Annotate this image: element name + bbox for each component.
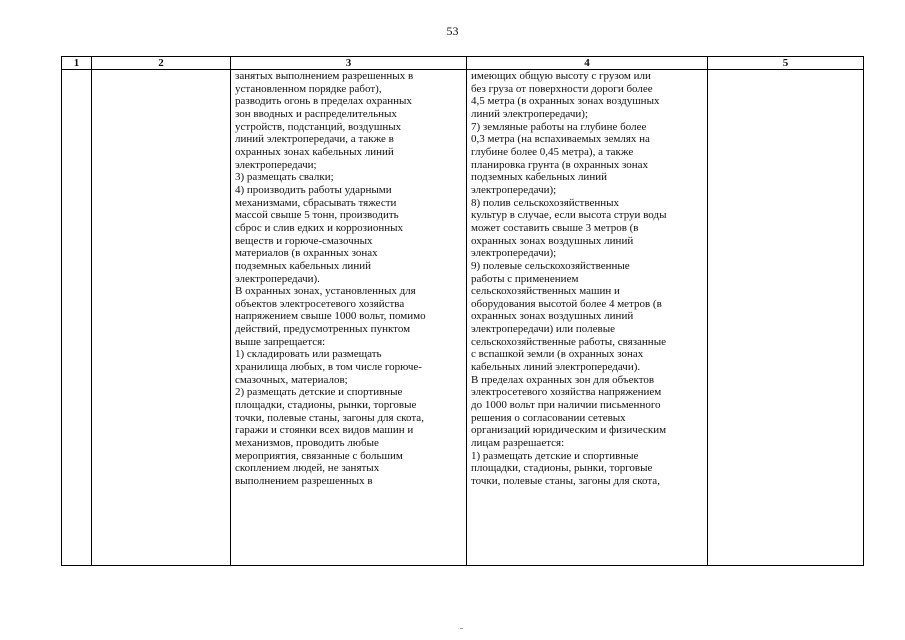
column-header-1: 1 [62, 57, 92, 70]
cell-col-5 [708, 70, 864, 566]
cell-col-2 [92, 70, 231, 566]
column-header-3: 3 [231, 57, 467, 70]
cell-col-3-restrictions: занятых выполнением разрешенных в установленном порядке работ), разводить огонь в пределах охранных зон вводных и распределительных устройств, подстанций, воздушных линий электропередачи, а также в охранных зонах кабельных линий электропередачи; 3) размещать свалки; 4) производить работы ударными механизмами, сбрасывать тяжести массой свыше 5 тонн, производить сброс и слив едких и коррозионных веществ и горюче-смазочных материалов (в охранных зонах подземных кабельных линий электропередачи). В охранных зонах, установленных для объектов электросетевого хозяйства напряжением свыше 1000 вольт, помимо действий, предусмотренных пунктом выше запрещается: 1) складировать или размещать хранилища любых, в том числе горюче- смазочных, материалов; 2) размещать детские и спортивные площадки, стадионы, рынки, торговые точки, полевые станы, загоны для скота, гаражи и стоянки всех видов машин и механизмов, проводить любые мероприятия, связанные с большим скоплением людей, не занятых выполнением разрешенных в [231, 70, 467, 566]
column-header-5: 5 [708, 57, 864, 70]
header-row [62, 57, 864, 70]
cell-col-4-restrictions: имеющих общую высоту с грузом или без груза от поверхности дороги более 4,5 метра (в охранных зонах воздушных линий электропередачи); 7) земляные работы на глубине более 0,3 метра (на вспахиваемых землях на глубине более 0,45 метра), а также планировка грунта (в охранных зонах подземных кабельных линий электропередачи); 8) полив сельскохозяйственных культур в случае, если высота струи воды может составить свыше 3 метров (в охранных зонах воздушных линий электропередачи); 9) полевые сельскохозяйственные работы с применением сельскохозяйственных машин и оборудования высотой более 4 метров (в охранных зонах воздушных линий электропередачи) или полевые сельскохозяйственные работы, связанные с вспашкой земли (в охранных зонах кабельных линий электропередачи). В пределах охранных зон для объектов электросетевого хозяйства напряжением до 1000 вольт при наличии письменного решения о согласовании сетевых организаций юридическим и физическим лицам разрешается: 1) размещать детские и спортивные площадки, стадионы, рынки, торговые точки, полевые станы, загоны для скота, [467, 70, 708, 566]
column-header-2: 2 [92, 57, 231, 70]
regulation-table [61, 56, 864, 566]
column-header-4: 4 [467, 57, 708, 70]
cell-col-1 [62, 70, 92, 566]
page-number: 53 [446, 24, 459, 38]
scan-speck [460, 628, 463, 629]
table-row [62, 70, 864, 566]
